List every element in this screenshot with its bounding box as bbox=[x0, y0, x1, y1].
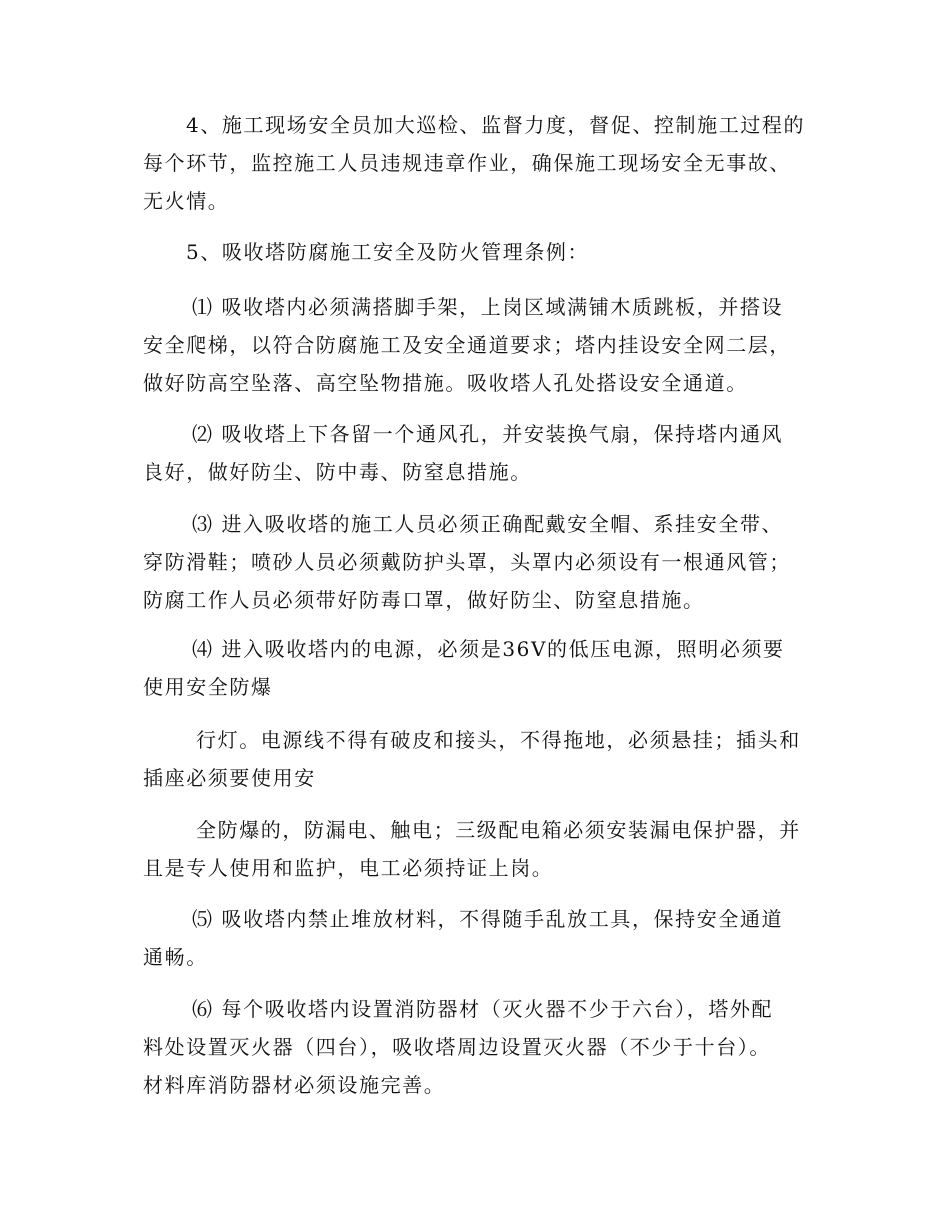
paragraph-line: 料处设置灭火器（四台），吸收塔周边设置灭火器（不少于十台）。 bbox=[143, 1035, 771, 1059]
paragraph-line: 防腐工作人员必须带好防毒口罩，做好防尘、防窒息措施。 bbox=[143, 588, 705, 612]
paragraph-line: 4、施工现场安全员加大巡检、监督力度，督促、控制施工过程的 bbox=[186, 113, 806, 137]
paragraph-line: 每个环节，监控施工人员违规违章作业，确保施工现场安全无事故、 bbox=[143, 151, 791, 175]
paragraph-line: ⑷ 进入吸收塔内的电源，必须是36V的低压电源，照明必须要 bbox=[192, 637, 785, 661]
paragraph-line: ⑵ 吸收塔上下各留一个通风孔，并安装换气扇，保持塔内通风 bbox=[192, 422, 784, 446]
paragraph-line: 无火情。 bbox=[143, 189, 230, 213]
paragraph-line: 插座必须要使用安 bbox=[143, 766, 316, 790]
paragraph-line: 全防爆的，防漏电、触电；三级配电箱必须安装漏电保护器，并 bbox=[196, 818, 801, 842]
paragraph-line: ⑸ 吸收塔内禁止堆放材料，不得随手乱放工具，保持安全通道 bbox=[192, 907, 784, 931]
paragraph-line: 行灯。电源线不得有破皮和接头，不得拖地，必须悬挂；插头和 bbox=[196, 728, 801, 752]
paragraph-line: ⑹ 每个吸收塔内设置消防器材（灭火器不少于六台），塔外配 bbox=[192, 997, 774, 1021]
paragraph-line: 良好，做好防尘、防中毒、防窒息措施。 bbox=[143, 460, 532, 484]
paragraph-line: 穿防滑鞋；喷砂人员必须戴防护头罩，头罩内必须设有一根通风管； bbox=[143, 550, 791, 574]
paragraph-line: 安全爬梯，以符合防腐施工及安全通道要求；塔内挂设安全网二层， bbox=[143, 333, 791, 357]
paragraph-line: 且是专人使用和监护，电工必须持证上岗。 bbox=[143, 856, 554, 880]
paragraph-line: 使用安全防爆 bbox=[143, 675, 273, 699]
paragraph-line: 通畅。 bbox=[143, 945, 208, 969]
paragraph-line: 做好防高空坠落、高空坠物措施。吸收塔人孔处搭设安全通道。 bbox=[143, 371, 748, 395]
paragraph-line: 5、吸收塔防腐施工安全及防火管理条例： bbox=[186, 240, 590, 264]
paragraph-line: ⑶ 进入吸收塔的施工人员必须正确配戴安全帽、系挂安全带、 bbox=[192, 512, 784, 536]
paragraph-line: 材料库消防器材必须设施完善。 bbox=[143, 1073, 446, 1097]
paragraph-line: ⑴ 吸收塔内必须满搭脚手架，上岗区域满铺木质跳板，并搭设 bbox=[192, 295, 784, 319]
